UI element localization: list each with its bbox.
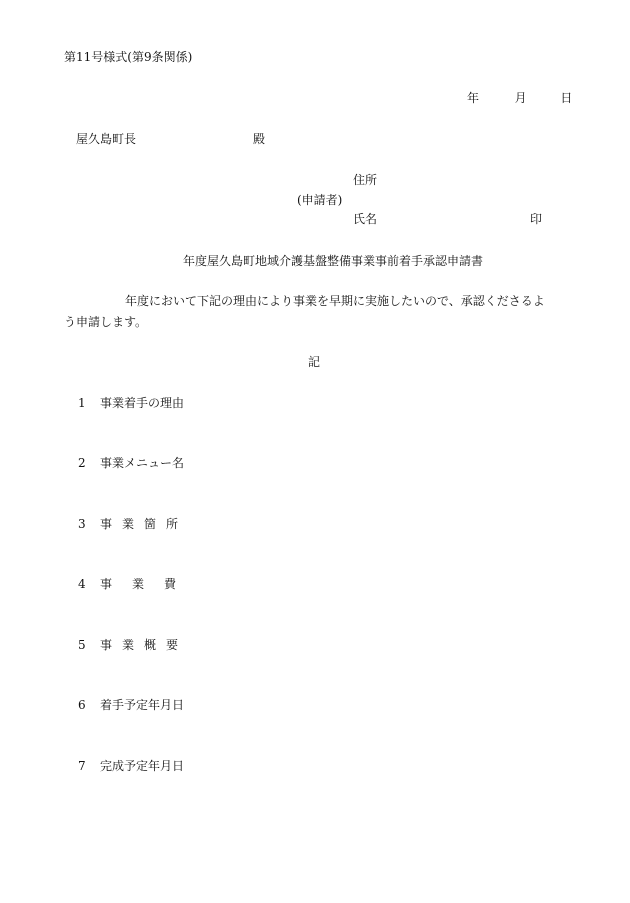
name-label: 氏名: [353, 212, 378, 226]
list-item: [78, 396, 184, 410]
item-number: 6: [78, 698, 86, 712]
date-line: [467, 91, 572, 105]
body-line-1: 年度において下記の理由により事業を早期に実施したいので、承認くださるよ: [125, 294, 545, 308]
list-item: [78, 517, 188, 531]
document-title: 年度屋久島町地域介護基盤整備事業事前着手承認申請書: [183, 254, 484, 268]
item-number: 5: [78, 638, 86, 652]
addressee-name: 屋久島町長: [76, 132, 137, 146]
item-label: 事業メニュー名: [100, 456, 185, 470]
seal-mark: 印: [530, 212, 543, 226]
date-day: 日: [560, 91, 573, 105]
item-label: 完成予定年月日: [100, 759, 185, 773]
item-number: 3: [78, 517, 86, 531]
date-month: 月: [514, 91, 527, 105]
item-label: 事業箇所: [100, 517, 189, 531]
item-number: 7: [78, 759, 86, 773]
list-item: [78, 577, 196, 591]
addressee-honorific: 殿: [253, 132, 266, 146]
ki-heading: 記: [308, 355, 321, 369]
item-number: 4: [78, 577, 86, 591]
item-label: 事業概要: [100, 638, 189, 652]
form-number: 第11号様式(第9条関係): [64, 50, 193, 64]
body-line-2: う申請します。: [64, 315, 148, 329]
list-item: [78, 638, 188, 652]
item-number: 1: [78, 396, 86, 410]
address-label: 住所: [353, 173, 378, 187]
list-item: [78, 456, 184, 470]
item-number: 2: [78, 456, 86, 470]
item-label: 事業着手の理由: [100, 396, 185, 410]
list-item: [78, 698, 184, 712]
item-label: 着手予定年月日: [100, 698, 185, 712]
applicant-role-label: (申請者): [297, 193, 343, 207]
date-year: 年: [467, 91, 480, 105]
item-label: 事業費: [100, 577, 197, 591]
list-item: [78, 759, 184, 773]
